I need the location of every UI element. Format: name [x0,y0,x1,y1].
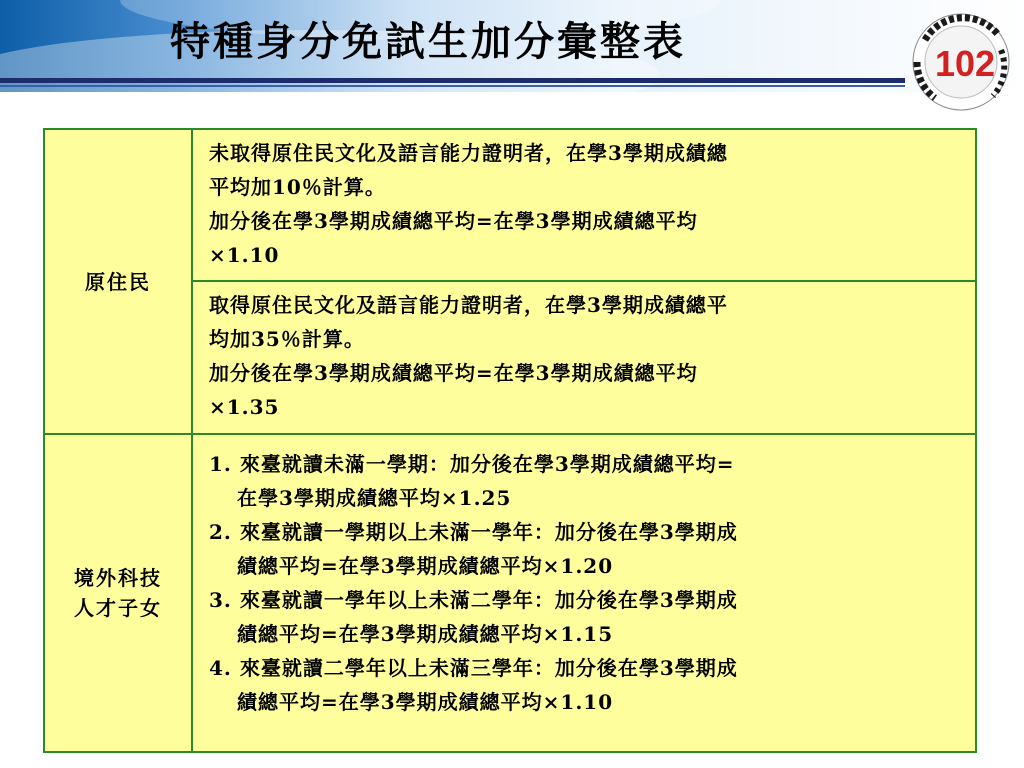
list-item [209,651,969,719]
list-item-line: 績總平均=在學3學期成績總平均×1.15 [237,622,614,646]
description-line: ×1.35 [209,395,280,419]
description-cell [192,434,976,752]
description-line: 取得原住民文化及語言能力證明者，在學3學期成績總平 [209,293,728,317]
description-cell [192,129,976,281]
list-item-line: 1. 來臺就讀未滿一學期：加分後在學3學期成績總平均= [209,452,735,476]
list-item-line: 2. 來臺就讀一學期以上未滿一學年：加分後在學3學期成 [209,520,738,544]
description-line: 平均加10％計算。 [209,175,386,199]
description-cell [192,281,976,434]
description-line: ×1.10 [209,243,280,267]
list-item-line: 4. 來臺就讀二學年以上未滿三學年：加分後在學3學期成 [209,656,738,680]
category-cell-overseas-talent [44,434,192,752]
category-label: 境外科技 [74,566,162,590]
description-line: 加分後在學3學期成績總平均=在學3學期成績總平均 [209,361,698,385]
bonus-summary-table [43,128,977,753]
table-row [44,434,976,752]
title-divider-thin [0,85,905,87]
list-item-line: 績總平均=在學3學期成績總平均×1.20 [237,554,614,578]
list-item [209,515,969,583]
description-line: 未取得原住民文化及語言能力證明者，在學3學期成績總 [209,141,728,165]
description-line: 均加35％計算。 [209,327,365,351]
logo-year-number: 102 [934,43,996,84]
page-title: 特種身分免試生加分彙整表 [170,18,686,65]
list-item-line: 在學3學期成績總平均×1.25 [237,486,512,510]
list-item-line: 績總平均=在學3學期成績總平均×1.10 [237,690,614,714]
description-line: 加分後在學3學期成績總平均=在學3學期成績總平均 [209,209,698,233]
list-item [209,583,969,651]
category-label: 人才子女 [74,596,162,620]
title-divider [0,78,905,83]
category-label: 原住民 [85,269,151,294]
category-cell-indigenous [44,129,192,434]
list-item [209,447,969,515]
table-row [44,129,976,281]
list-item-line: 3. 來臺就讀一學年以上未滿二學年：加分後在學3學期成 [209,588,738,612]
